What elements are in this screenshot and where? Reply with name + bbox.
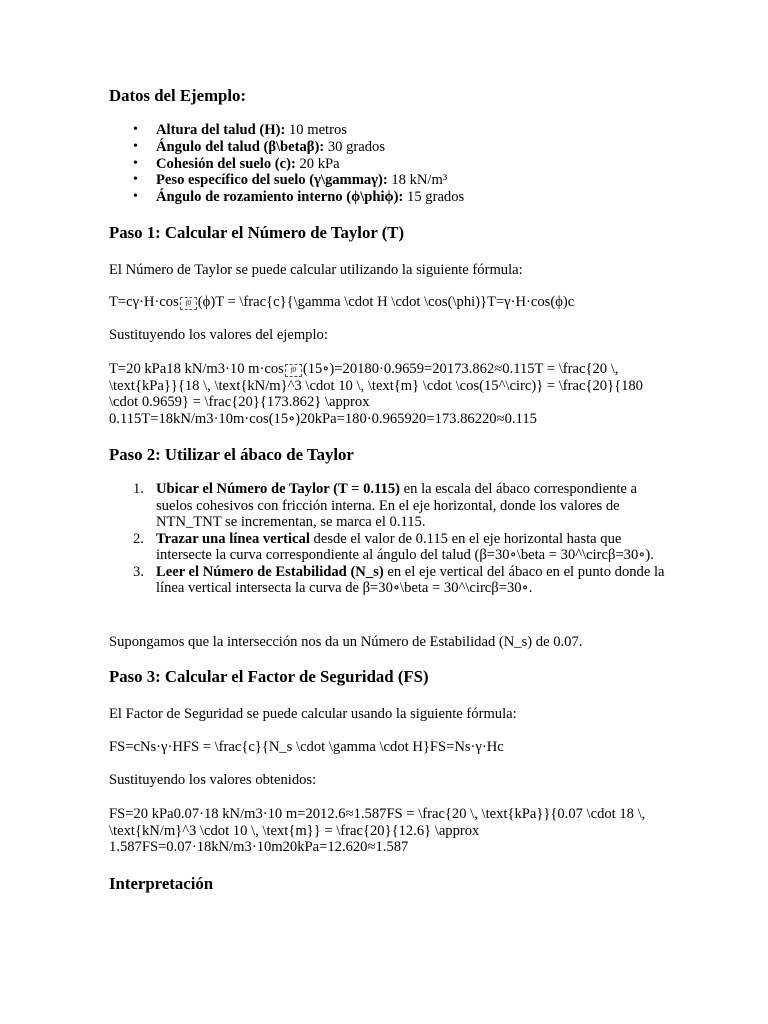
paragraph-intro: El Factor de Seguridad se puede calcular usando la siguiente fórmula: (109, 706, 517, 722)
calculation-taylor (109, 361, 669, 427)
step-title: Ubicar el Número de Taylor (T = 0.115) (156, 481, 400, 497)
item-label: Altura del talud (H): (156, 122, 286, 138)
item-value: 30 grados (324, 138, 386, 155)
paragraph-sustituyendo: Sustituyendo los valores del ejemplo: (109, 327, 328, 343)
paragraph-intro: El Número de Taylor se puede calcular utilizando la siguiente fórmula: (109, 262, 523, 278)
list-item (109, 122, 629, 139)
paragraph-sustituyendo: Sustituyendo los valores obtenidos: (109, 772, 317, 788)
steps-list (109, 481, 669, 597)
section-heading-interpretacion: Interpretación (109, 874, 214, 893)
step-number: 1. (133, 481, 144, 497)
list-item (109, 156, 629, 173)
formula-factor-seguridad: FS=cNs·γ·HFS = \frac{c}{N_s \cdot \gamma \cdot H}FS=Ns·γ·Hc (109, 739, 504, 755)
list-item (109, 564, 669, 597)
list-item (109, 189, 629, 206)
calculation-factor-seguridad: FS=20 kPa0.07·18 kN/m3·10 m=2012.6≈1.587FS = \frac{20 \, \text{kPa}}{0.07 \cdot 18 \, \text{kN/m}^3 \cdot 10 \, \text{m}} = \frac{20}{12.6} \approx 1.587FS=0.07·18kN/m3·10m20kPa=12.620≈1.587 (109, 806, 646, 855)
item-label: Cohesión del suelo (c): (156, 155, 296, 172)
datos-list (109, 122, 629, 206)
list-item (109, 481, 669, 531)
step-number: 3. (133, 563, 144, 580)
formula-part: T=cγ·H·cos (109, 294, 179, 310)
item-label: Peso específico del suelo (γ\gammaγ): (156, 172, 388, 189)
paragraph-suppose: Supongamos que la intersección nos da un Número de Estabilidad (N_s) de 0.07. (109, 634, 583, 650)
item-value: 15 grados (403, 189, 465, 206)
step-text: en la escala del ábaco correspondiente a suelos cohesivos con fricción interna. En el eje horizontal, donde los valores de NTN_TNT se incrementan, se marca el 0.115. (156, 481, 638, 530)
item-label: Ángulo de rozamiento interno (ϕ\phiϕ): (156, 189, 404, 206)
formula-part: (ϕ)T = \frac{c}{\gamma \cdot H \cdot \cos(\phi)}T=γ·H·cos(ϕ)c (197, 294, 575, 310)
section-heading-datos: Datos del Ejemplo: (109, 86, 247, 105)
step-title: Leer el Número de Estabilidad (N_s) (156, 563, 384, 580)
step-number: 2. (133, 530, 144, 547)
section-heading-paso3: Paso 3: Calcular el Factor de Seguridad (FS) (109, 667, 429, 686)
section-heading-paso2: Paso 2: Utilizar el ábaco de Taylor (109, 445, 354, 464)
step-title: Trazar una línea vertical (156, 530, 310, 547)
list-item (109, 531, 669, 564)
item-value: 20 kPa (295, 155, 340, 172)
list-item (109, 172, 629, 189)
item-label: Ángulo del talud (β\betaβ): (156, 138, 325, 155)
step-text: en el eje vertical del ábaco en el punto donde la línea vertical intersecta la curva de β=30∘\beta = 30^\circβ=30∘. (156, 563, 665, 596)
formula-part: (15∘)=20180·0.9659=20173.862≈0.115T = \frac{20 \, \text{kPa}}{18 \, \text{kN/m}^3 \cdot 10 \, \text{m} \cdot \cos(15^\circ)} = \frac{20}{180 \cdot 0.9659} = \frac{20}{173.862} \approx 0.115T=18kN/m3·10m·cos(15∘)20kPa=180·0.965920=173.86220≈0.115 (109, 361, 643, 427)
formula-part: T=20 kPa18 kN/m3·10 m·cos (109, 361, 284, 377)
formula-taylor (109, 294, 669, 311)
item-value: 18 kN/m³ (387, 172, 448, 189)
step-text: desde el valor de 0.115 en el eje horizontal hasta que intersecte la curva correspondiente al ángulo del talud (β=30∘\beta = 30^\circβ=30∘). (156, 530, 654, 563)
list-item (109, 139, 629, 156)
missing-glyph-icon: f0 (285, 364, 302, 377)
item-value: 10 metros (285, 122, 347, 138)
section-heading-paso1: Paso 1: Calcular el Número de Taylor (T) (109, 223, 405, 242)
missing-glyph-icon: f0 (180, 297, 197, 310)
